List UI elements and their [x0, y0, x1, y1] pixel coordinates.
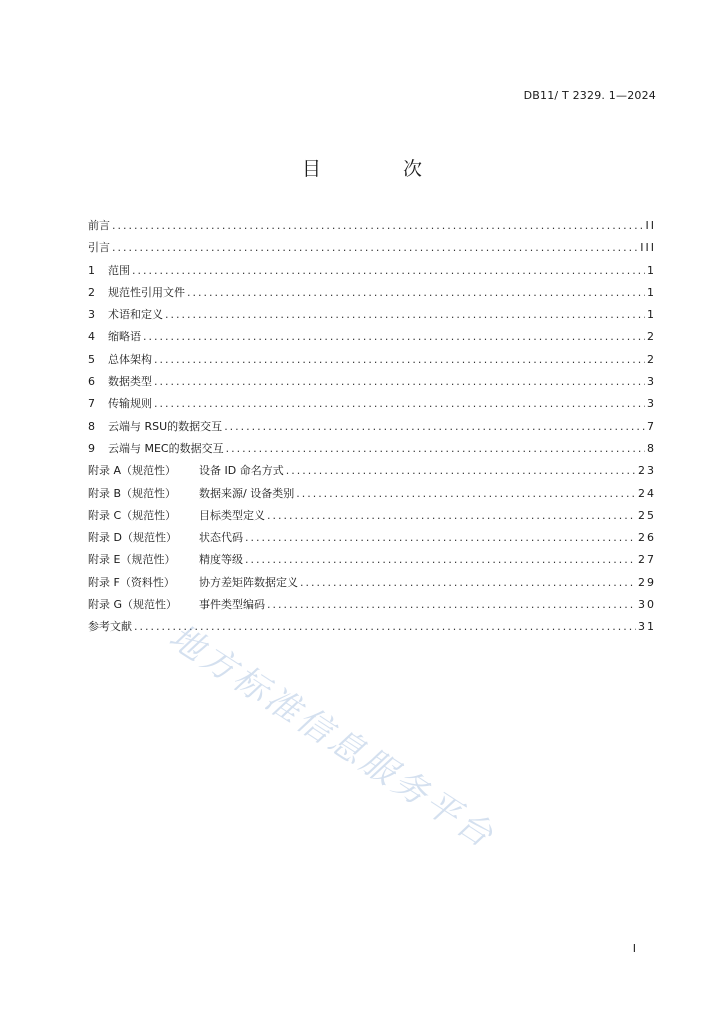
toc-leader-dots: [245, 531, 636, 544]
toc-title: 事件类型编码: [199, 598, 265, 612]
toc-page-number: 30: [638, 598, 656, 612]
toc-page-number: 2: [647, 330, 656, 344]
toc-entry[interactable]: [88, 306, 656, 328]
toc-number: 2: [88, 285, 95, 299]
toc-leader-dots: [267, 509, 636, 522]
toc-entry[interactable]: [88, 328, 656, 350]
toc-annex-label: 附录 G（规范性）: [88, 598, 178, 612]
toc-page-number: 1: [647, 263, 656, 277]
toc-title: 缩略语: [108, 330, 141, 344]
toc-number: 3: [88, 308, 95, 322]
toc-page-number: 1: [647, 285, 656, 299]
toc-annex-label: 附录 A（规范性）: [88, 464, 177, 478]
toc-number: 1: [88, 263, 95, 277]
toc-number: 5: [88, 352, 95, 366]
toc-annex-label: 附录 B（规范性）: [88, 486, 177, 500]
toc-annex-label: 附录 D（规范性）: [88, 531, 177, 545]
toc-entry[interactable]: [88, 529, 656, 551]
toc-title: 目标类型定义: [199, 508, 265, 522]
toc-leader-dots: [165, 308, 645, 321]
toc-page-number: 1: [647, 308, 656, 322]
toc-entry[interactable]: [88, 507, 656, 529]
toc-leader-dots: [154, 375, 645, 388]
toc-leader-dots: [226, 442, 645, 455]
toc-title: 协方差矩阵数据定义: [199, 575, 298, 589]
toc-page-number: 29: [638, 575, 656, 589]
toc-leader-dots: [267, 598, 636, 611]
toc-leader-dots: [224, 420, 645, 433]
toc-page-number: 25: [638, 508, 656, 522]
toc-page-number: 24: [638, 486, 656, 500]
toc-title: 规范性引用文件: [108, 285, 185, 299]
toc-entry[interactable]: [88, 596, 656, 618]
toc-title: 前言: [88, 219, 110, 232]
toc-leader-dots: [112, 241, 638, 254]
toc-annex-label: 附录 E（规范性）: [88, 553, 176, 567]
toc-entry[interactable]: [88, 239, 656, 261]
toc-number: 9: [88, 441, 95, 455]
toc-number: 4: [88, 330, 95, 344]
toc-title: 精度等级: [199, 553, 243, 567]
toc-leader-dots: [286, 464, 636, 477]
toc-page-number: 8: [647, 441, 656, 455]
toc-entry[interactable]: [88, 462, 656, 484]
toc-entry[interactable]: [88, 373, 656, 395]
toc-title: 数据来源/ 设备类别: [199, 486, 295, 500]
page-title: 目 次: [301, 158, 461, 180]
toc-page-number: 2: [647, 352, 656, 366]
toc-page-number: III: [640, 241, 656, 255]
toc-title: 术语和定义: [108, 308, 163, 322]
toc-leader-dots: [154, 397, 645, 410]
toc-annex-label: 附录 C（规范性）: [88, 508, 177, 522]
toc-page-number: 27: [638, 553, 656, 567]
toc-page-number: 23: [638, 464, 656, 478]
toc-entry[interactable]: [88, 440, 656, 462]
toc-number: 7: [88, 397, 95, 411]
toc-annex-label: 附录 F（资料性）: [88, 575, 175, 589]
toc-leader-dots: [132, 264, 645, 277]
toc-page-number: 31: [638, 620, 656, 634]
toc-leader-dots: [154, 353, 645, 366]
toc-entry[interactable]: [88, 262, 656, 284]
toc-entry[interactable]: [88, 395, 656, 417]
toc-entry[interactable]: [88, 551, 656, 573]
toc-number: 6: [88, 375, 95, 389]
toc-leader-dots: [112, 219, 644, 232]
toc-entry[interactable]: [88, 284, 656, 306]
toc-title: 云端与 MEC的数据交互: [108, 441, 224, 455]
toc-title: 传输规则: [108, 397, 152, 411]
toc-page-number: 3: [647, 397, 656, 411]
toc-leader-dots: [143, 330, 645, 343]
toc-title: 设备 ID 命名方式: [199, 464, 284, 478]
toc-page-number: II: [645, 219, 656, 232]
toc-entry[interactable]: [88, 418, 656, 440]
page-number: I: [632, 942, 636, 955]
toc-leader-dots: [296, 487, 636, 500]
toc-entry[interactable]: [88, 485, 656, 507]
toc-title: 数据类型: [108, 375, 152, 389]
toc-title: 云端与 RSU的数据交互: [108, 419, 223, 433]
toc-title: 引言: [88, 241, 110, 255]
toc-entry[interactable]: [88, 574, 656, 596]
toc-entry[interactable]: [88, 217, 656, 239]
toc-page-number: 7: [647, 419, 656, 433]
toc-page-number: 3: [647, 375, 656, 389]
toc-leader-dots: [245, 553, 636, 566]
toc-leader-dots: [187, 286, 645, 299]
toc-title: 总体架构: [108, 352, 152, 366]
toc-entry[interactable]: [88, 351, 656, 373]
table-of-contents: [88, 217, 656, 641]
toc-title: 范围: [108, 263, 130, 277]
toc-leader-dots: [300, 576, 636, 589]
toc-title: 参考文献: [88, 620, 132, 634]
watermark: 地方标准信息服务平台: [161, 616, 503, 858]
toc-number: 8: [88, 419, 95, 433]
toc-title: 状态代码: [199, 531, 243, 545]
document-code: DB11/ T 2329. 1—2024: [523, 89, 656, 102]
toc-page-number: 26: [638, 531, 656, 545]
